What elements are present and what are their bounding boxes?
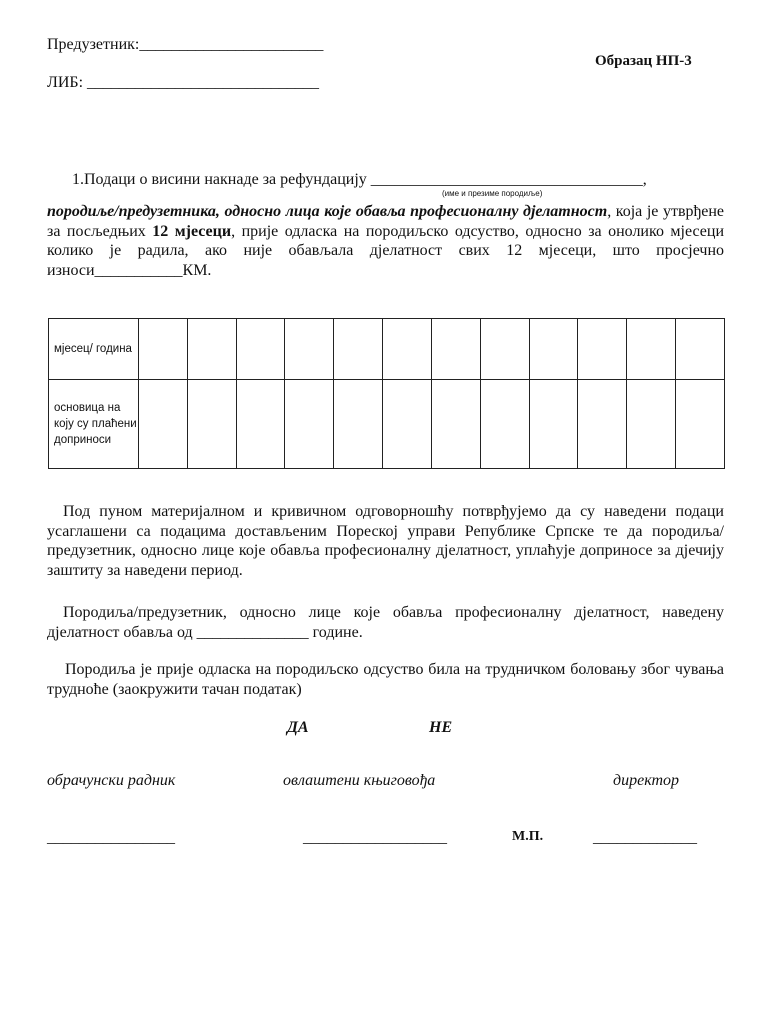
table-cell[interactable] <box>285 319 334 380</box>
choice-no[interactable]: НЕ <box>429 719 453 736</box>
entrepreneur-field[interactable]: _______________________ <box>139 36 324 53</box>
choice-yes[interactable]: ДА <box>287 719 309 736</box>
stamp-label: М.П. <box>512 829 544 844</box>
table-cell[interactable] <box>676 319 725 380</box>
section1-bold-italic: породиље/предузетника, односно лица које обавља професионалну дјелатност <box>47 203 608 220</box>
table-cell[interactable] <box>627 380 676 469</box>
table-cell[interactable] <box>480 380 529 469</box>
table-cell[interactable] <box>578 319 627 380</box>
sick-leave-paragraph: Породиља је прије одласка на породиљско одсуство била на трудничком боловању због чувања трудноће (заокружити тачан податак) <box>47 661 724 698</box>
accountant-label: овлаштени књиговођа <box>283 772 436 789</box>
table-cell[interactable] <box>627 319 676 380</box>
table-cell[interactable] <box>139 319 188 380</box>
mother-name-caption: (име и презиме породиље) <box>442 189 543 198</box>
table-cell[interactable] <box>187 319 236 380</box>
table-cell[interactable] <box>383 380 432 469</box>
calc-worker-signature-field[interactable]: ________________ <box>47 829 175 846</box>
table-row-base <box>49 380 725 469</box>
liability-paragraph: Под пуном материјалном и кривичном одговорношћу потврђујемо да су наведени подаци усаглашени са подацима достављеним Пореској управи Републике Српске те да породиља/предузетник, односно лице које обавља професионалну дјелатност, уплаћује доприносе за дјечију заштиту за наведени период. <box>47 503 724 579</box>
activity-text-b: године. <box>308 623 363 641</box>
activity-date-field[interactable]: ______________ <box>196 623 309 641</box>
director-signature-field[interactable]: _____________ <box>593 829 697 846</box>
amount-field[interactable]: ___________ <box>94 261 183 279</box>
entrepreneur-line <box>47 36 323 54</box>
activity-paragraph <box>47 603 724 642</box>
table-row-month <box>49 319 725 380</box>
lib-label: ЛИБ: <box>47 74 84 91</box>
mother-name-field[interactable]: __________________________________, <box>370 171 647 188</box>
lib-line <box>47 74 319 92</box>
table-cell[interactable] <box>383 319 432 380</box>
table-cell[interactable] <box>578 380 627 469</box>
row-label-base: основица на коју су плаћени доприноси <box>49 380 139 469</box>
section1-text-b: , прије одласка на породиљско одсуство, односно за онолико мјесеци колико је радила, ако није обављала дјелатност свих 12 мјесеци, што просјечно износи <box>47 222 725 279</box>
table-cell[interactable] <box>529 380 578 469</box>
accountant-signature-field[interactable]: __________________ <box>303 829 447 846</box>
table-cell[interactable] <box>334 319 383 380</box>
table-cell[interactable] <box>334 380 383 469</box>
table-cell[interactable] <box>236 319 285 380</box>
activity-text-a: Породиља/предузетник, односно лице које обавља професионалну дјелатност, наведену дјелатност обавља од <box>47 604 724 641</box>
table-cell[interactable] <box>285 380 334 469</box>
currency: КМ. <box>182 261 212 279</box>
lib-field[interactable]: _____________________________ <box>87 74 320 91</box>
table-cell[interactable] <box>431 380 480 469</box>
calc-worker-label: обрачунски радник <box>47 772 176 789</box>
table-cell[interactable] <box>236 380 285 469</box>
section1-intro-line <box>72 171 647 189</box>
director-label: директор <box>613 772 680 789</box>
row-label-month: мјесец/ година <box>49 319 139 380</box>
section1-paragraph <box>47 202 724 280</box>
table-cell[interactable] <box>139 380 188 469</box>
table-cell[interactable] <box>676 380 725 469</box>
section1-text-a: , која је утврђене за посљедњих <box>47 203 725 240</box>
form-code: Образац НП-3 <box>595 53 692 69</box>
table-cell[interactable] <box>187 380 236 469</box>
contribution-table <box>48 318 725 469</box>
entrepreneur-label: Предузетник: <box>47 36 140 53</box>
section1-months: 12 мјесеци <box>152 222 232 240</box>
table-cell[interactable] <box>480 319 529 380</box>
section1-intro: 1.Подаци о висини накнаде за рефундацију <box>72 171 367 188</box>
table-cell[interactable] <box>431 319 480 380</box>
table-cell[interactable] <box>529 319 578 380</box>
